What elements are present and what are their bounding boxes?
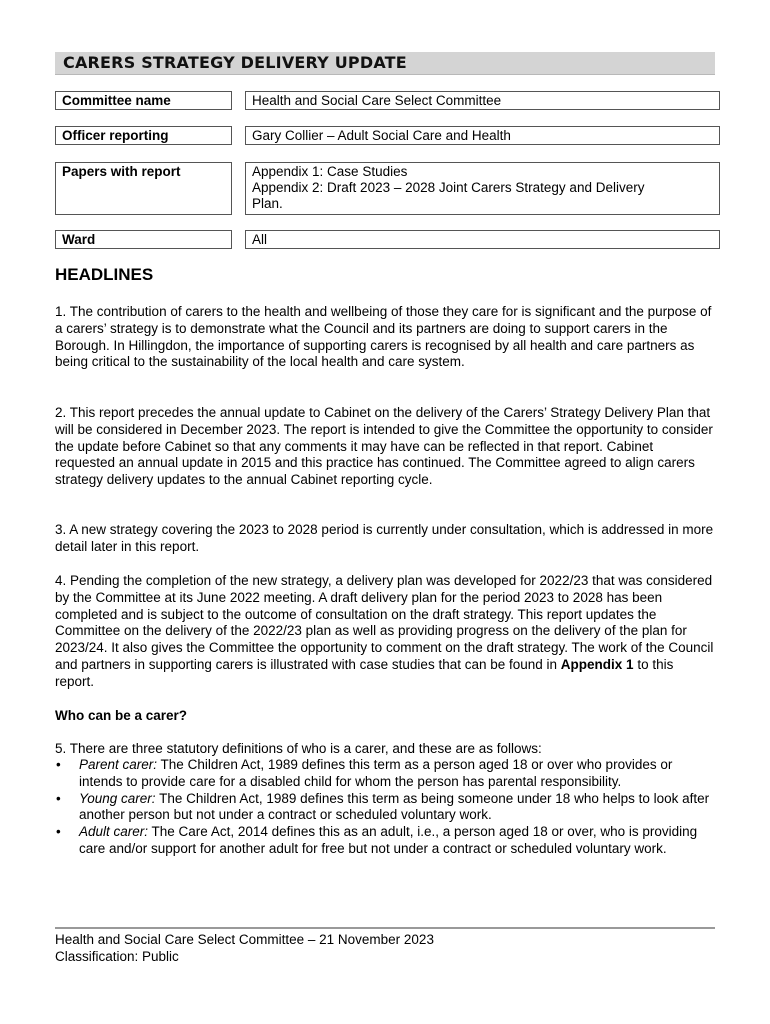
paragraph-4-end: to this report. — [55, 656, 674, 689]
carer-definitions-list — [55, 757, 715, 858]
paragraph-4-text: 4. Pending the completion of the new strategy, a delivery plan was developed for 2022/23 that was considered by the Committee at its June 2022 meeting. A draft delivery plan for the period 2023 to 2028 has been completed and is subject to the outcome of consultation on the draft strategy. This report updates the Committee on the delivery of the 2022/23 plan as well as providing progress on the delivery of the plan for 2023/24. It also gives the Committee the opportunity to comment on the draft strategy. The work of the Council and partners in supporting carers is illustrated with case studies that can be found in — [55, 573, 714, 672]
definition-term: Adult carer: — [79, 824, 149, 840]
papers-with-report-label-text: Papers with report — [62, 164, 181, 179]
ward-label-text: Ward — [62, 232, 96, 247]
headlines-heading: HEADLINES — [55, 265, 154, 284]
definition-text: The Children Act, 1989 defines this term as being someone under 18 who helps to look after another person but not under a contract or scheduled voluntary work. — [79, 790, 710, 823]
definition-text: The Children Act, 1989 defines this term as a person aged 18 or over who provides or intends to provide care for a disabled child for whom the person has parental responsibility. — [79, 757, 673, 789]
ward-value-text: All — [252, 232, 268, 247]
definition-term: Parent carer: — [79, 757, 158, 772]
footer-classification: Classification: Public — [55, 949, 179, 964]
papers-appendix-1: Appendix 1: Case Studies — [252, 164, 408, 179]
papers-appendix-2: Appendix 2: Draft 2023 – 2028 Joint Carers Strategy and Delivery — [252, 180, 645, 195]
bullet-icon: • — [56, 790, 61, 806]
ward-value — [245, 230, 720, 249]
papers-with-report-label — [55, 162, 232, 215]
who-can-be-carer-heading: Who can be a carer? — [55, 708, 188, 723]
footer-divider — [55, 927, 715, 929]
footer-committee-date: Health and Social Care Select Committee – 21 November 2023 — [55, 932, 434, 947]
list-item — [55, 824, 715, 858]
officer-reporting-value — [245, 126, 720, 145]
officer-reporting-value-text: Gary Collier – Adult Social Care and Health — [252, 128, 511, 143]
bullet-icon: • — [56, 824, 61, 840]
paragraph-5: 5. There are three statutory definitions of who is a carer, and these are as follows: — [55, 741, 542, 756]
paragraph-2: 2. This report precedes the annual update to Cabinet on the delivery of the Carers’ Strategy Delivery Plan that will be considered in December 2023. The report is intended to give the Committee the opportunity to consider the update before Cabinet so that any comments it may have can be reflected in that report. Cabinet requested an annual update in 2015 and this practice has continued. The Committee agreed to align carers strategy delivery updates to the annual Cabinet reporting cycle. — [55, 405, 713, 488]
title-bar — [55, 52, 715, 75]
committee-name-value — [245, 91, 720, 110]
officer-reporting-label-text: Officer reporting — [62, 128, 169, 143]
paragraph-1: 1. The contribution of carers to the health and wellbeing of those they care for is significant and the purpose of a carers’ strategy is to demonstrate what the Council and its partners are doing to support carers in the Borough. In Hillingdon, the importance of supporting carers is recognised by all health and care partners as being critical to the sustainability of the local health and care system. — [55, 304, 712, 370]
committee-name-label-text: Committee name — [62, 93, 171, 108]
papers-appendix-2-cont: Plan. — [252, 196, 283, 211]
ward-label — [55, 230, 232, 249]
appendix-1-reference: Appendix 1 — [560, 656, 634, 672]
paragraph-3: 3. A new strategy covering the 2023 to 2028 period is currently under consultation, which is addressed in more detail later in this report. — [55, 522, 714, 554]
officer-reporting-label — [55, 126, 232, 145]
bullet-icon: • — [56, 757, 61, 772]
definition-text: The Care Act, 2014 defines this as an adult, i.e., a person aged 18 or over, who is providing care and/or support for another adult for free but not under a contract or scheduled voluntary work. — [79, 824, 698, 856]
definition-term: Young carer: — [79, 790, 156, 806]
list-item — [55, 757, 715, 791]
committee-name-value-text: Health and Social Care Select Committee — [252, 93, 502, 108]
page-title: CARERS STRATEGY DELIVERY UPDATE — [63, 53, 407, 72]
list-item — [55, 791, 715, 825]
committee-name-label — [55, 91, 232, 110]
paragraph-4 — [55, 573, 715, 691]
papers-with-report-value — [245, 162, 720, 215]
